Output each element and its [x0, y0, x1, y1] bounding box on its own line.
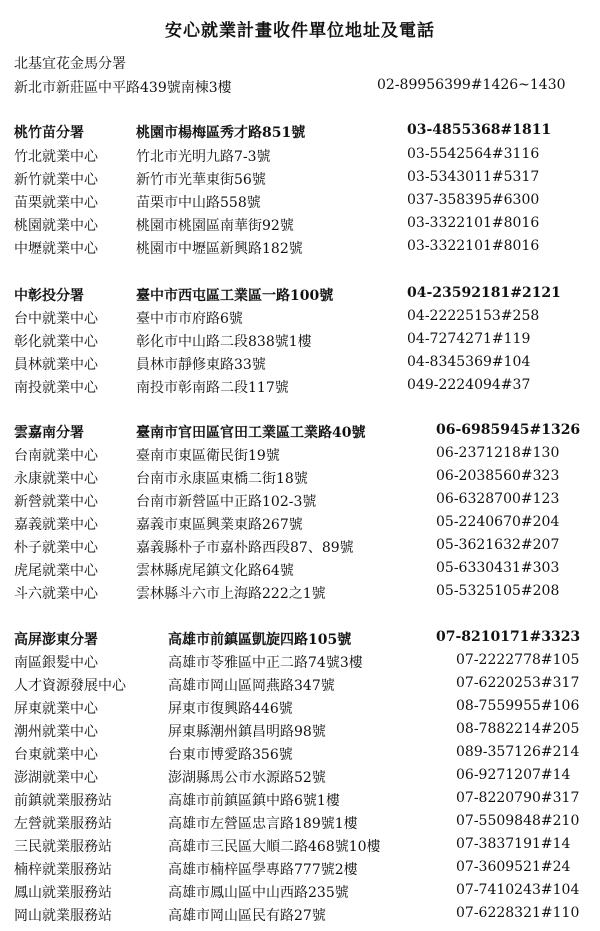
office-address: 高雄市岡山區民有路27號 [168, 908, 326, 924]
office-row [0, 329, 600, 351]
office-address: 桃園市桃園區南華街92號 [136, 218, 294, 234]
office-address: 雲林縣虎尾鎮文化路64號 [136, 563, 294, 579]
office-name: 三民就業服務站 [14, 839, 112, 855]
office-name: 岡山就業服務站 [14, 908, 112, 924]
branch-phone: 07-8210171#3323 [436, 629, 581, 645]
office-address: 員林市靜修東路33號 [136, 357, 266, 373]
branch-phone: 02-89956399#1426~1430 [377, 77, 566, 93]
office-name: 澎湖就業中心 [14, 770, 98, 786]
office-name: 台中就業中心 [14, 311, 98, 327]
office-row [0, 167, 600, 189]
office-address: 竹北市光明九路7-3號 [136, 149, 271, 165]
office-name: 新營就業中心 [14, 494, 98, 510]
office-name: 台東就業中心 [14, 747, 98, 763]
office-row [0, 190, 600, 212]
office-row [0, 306, 600, 328]
office-address: 台南市新營區中正路102-3號 [136, 494, 317, 510]
office-phone: 04-7274271#119 [407, 331, 531, 347]
office-address: 高雄市前鎮區鎮中路6號1樓 [168, 793, 340, 809]
office-phone: 037-358395#6300 [407, 192, 540, 208]
office-address: 雲林縣斗六市上海路222之1號 [136, 586, 326, 602]
office-row [0, 213, 600, 235]
office-address: 台東市博愛路356號 [168, 747, 293, 763]
office-address: 臺中市市府路6號 [136, 311, 243, 327]
office-address: 高雄市左營區忠言路189號1樓 [168, 816, 358, 832]
office-phone: 089-357126#214 [456, 744, 580, 760]
office-phone: 07-8220790#317 [456, 790, 580, 806]
branch-phone: 04-23592181#2121 [407, 285, 561, 301]
office-address: 屏東市復興路446號 [168, 701, 293, 717]
office-address: 高雄市苓雅區中正二路74號3樓 [168, 655, 363, 671]
office-row [0, 880, 600, 902]
office-row [0, 811, 600, 833]
office-name: 前鎮就業服務站 [14, 793, 112, 809]
office-name: 潮州就業中心 [14, 724, 98, 740]
office-phone: 06-6328700#123 [436, 491, 560, 507]
office-name: 鳳山就業服務站 [14, 885, 112, 901]
office-row [0, 352, 600, 374]
office-name: 朴子就業中心 [14, 540, 98, 556]
office-address: 台南市永康區東橋二街18號 [136, 471, 308, 487]
office-address: 苗栗市中山路558號 [136, 195, 261, 211]
branch-address: 臺南市官田區官田工業區工業路40號 [136, 425, 366, 441]
branch-address: 新北市新莊區中平路439號南棟3樓 [14, 80, 232, 96]
office-row [0, 903, 600, 925]
branch-name: 桃竹苗分署 [14, 125, 84, 141]
office-row [0, 236, 600, 258]
office-phone: 07-6220253#317 [456, 675, 580, 691]
branch-phone: 03-4855368#1811 [407, 122, 552, 138]
office-phone: 07-7410243#104 [456, 882, 580, 898]
office-phone: 05-5325105#208 [436, 583, 560, 599]
branch-name: 高屏澎東分署 [14, 632, 98, 648]
office-address: 南投市彰南路二段117號 [136, 380, 289, 396]
office-row [0, 466, 600, 488]
office-name: 台南就業中心 [14, 448, 98, 464]
office-phone: 049-2224094#37 [407, 377, 531, 393]
office-row [0, 857, 600, 879]
office-row [0, 443, 600, 465]
office-address: 嘉義縣朴子市嘉朴路西段87、89號 [136, 540, 354, 556]
office-address: 嘉義市東區興業東路267號 [136, 517, 303, 533]
office-phone: 07-3837191#14 [456, 836, 571, 852]
office-phone: 07-5509848#210 [456, 813, 580, 829]
office-row [0, 512, 600, 534]
branch-name: 北基宜花金馬分署 [14, 56, 126, 72]
office-name: 虎尾就業中心 [14, 563, 98, 579]
branch-header [0, 283, 600, 305]
branch-header [0, 420, 600, 442]
office-phone: 08-7882214#205 [456, 721, 580, 737]
office-row [0, 719, 600, 741]
office-name: 嘉義就業中心 [14, 517, 98, 533]
office-row [0, 788, 600, 810]
office-name: 人才資源發展中心 [14, 678, 126, 694]
office-phone: 07-2222778#105 [456, 652, 580, 668]
office-phone: 03-5343011#5317 [407, 169, 540, 185]
office-phone: 03-3322101#8016 [407, 215, 540, 231]
office-name: 南區銀髮中心 [14, 655, 98, 671]
office-row [0, 144, 600, 166]
office-row [0, 673, 600, 695]
office-row [0, 558, 600, 580]
office-phone: 05-6330431#303 [436, 560, 560, 576]
office-row [0, 650, 600, 672]
office-address: 高雄市三民區大順二路468號10樓 [168, 839, 381, 855]
office-address: 澎湖縣馬公市水源路52號 [168, 770, 326, 786]
office-address: 高雄市岡山區岡燕路347號 [168, 678, 335, 694]
office-row [0, 834, 600, 856]
office-name: 新竹就業中心 [14, 172, 98, 188]
office-row [0, 489, 600, 511]
branch-address: 高雄市前鎮區凱旋四路105號 [168, 632, 352, 648]
office-name: 苗栗就業中心 [14, 195, 98, 211]
office-row [0, 765, 600, 787]
office-name: 南投就業中心 [14, 380, 98, 396]
office-phone: 06-2371218#130 [436, 445, 560, 461]
office-phone: 06-9271207#14 [456, 767, 571, 783]
office-name: 永康就業中心 [14, 471, 98, 487]
office-row [0, 696, 600, 718]
office-address: 高雄市鳳山區中山西路235號 [168, 885, 349, 901]
branch-name: 中彰投分署 [14, 288, 84, 304]
office-name: 桃園就業中心 [14, 218, 98, 234]
office-address: 高雄市楠梓區學專路777號2樓 [168, 862, 358, 878]
office-phone: 03-5542564#3116 [407, 146, 540, 162]
office-phone: 06-2038560#323 [436, 468, 560, 484]
office-phone: 05-2240670#204 [436, 514, 560, 530]
office-row [0, 375, 600, 397]
branch-contact [0, 75, 600, 97]
office-phone: 03-3322101#8016 [407, 238, 540, 254]
office-name: 楠梓就業服務站 [14, 862, 112, 878]
office-phone: 05-3621632#207 [436, 537, 560, 553]
branch-header [0, 51, 600, 73]
office-address: 屏東縣潮州鎮昌明路98號 [168, 724, 326, 740]
branch-name: 雲嘉南分署 [14, 425, 84, 441]
office-phone: 08-7559955#106 [456, 698, 580, 714]
office-name: 彰化就業中心 [14, 334, 98, 350]
office-address: 桃園市中壢區新興路182號 [136, 241, 303, 257]
office-name: 員林就業中心 [14, 357, 98, 373]
office-name: 斗六就業中心 [14, 586, 98, 602]
branch-header [0, 120, 600, 142]
office-phone: 07-3609521#24 [456, 859, 571, 875]
branch-address: 桃園市楊梅區秀才路851號 [136, 125, 306, 141]
office-name: 竹北就業中心 [14, 149, 98, 165]
branch-address: 臺中市西屯區工業區一路100號 [136, 288, 334, 304]
office-phone: 04-22225153#258 [407, 308, 540, 324]
office-phone: 07-6228321#110 [456, 905, 580, 921]
branch-header [0, 627, 600, 649]
office-address: 彰化市中山路二段838號1樓 [136, 334, 312, 350]
office-row [0, 742, 600, 764]
page-title: 安心就業計畫收件單位地址及電話 [165, 21, 435, 41]
office-name: 中壢就業中心 [14, 241, 98, 257]
office-phone: 04-8345369#104 [407, 354, 531, 370]
office-address: 新竹市光華東街56號 [136, 172, 266, 188]
office-address: 臺南市東區衛民街19號 [136, 448, 280, 464]
office-row [0, 581, 600, 603]
branch-phone: 06-6985945#1326 [436, 422, 581, 438]
office-name: 屏東就業中心 [14, 701, 98, 717]
office-name: 左營就業服務站 [14, 816, 112, 832]
office-row [0, 535, 600, 557]
